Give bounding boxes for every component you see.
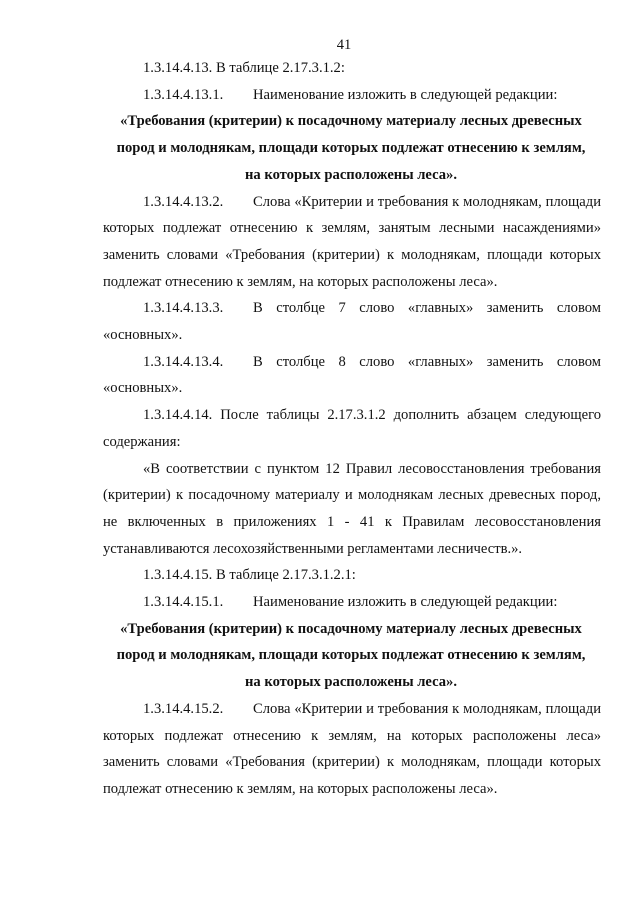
paragraph-1-3-14-4-15-1 [103, 589, 601, 616]
paragraph-1-3-14-4-14 [103, 402, 601, 455]
clause-number: 1.3.14.4.13.4. [143, 353, 224, 370]
clause-number: 1.3.14.4.13.2. [143, 193, 224, 210]
paragraph-1-3-14-4-13-3 [103, 295, 601, 348]
new-title-heading-2 [101, 616, 601, 696]
heading-line: на которых расположены леса». [245, 674, 457, 691]
paragraph-1-3-14-4-15 [103, 562, 601, 589]
paragraph-text: В столбце 7 слово «главных» заменить словом «основных». [103, 300, 601, 344]
paragraph-text: Слова «Критерии и требования к молоднякам, площади которых подлежат отнесению к землям, занятым лесными насаждениями» заменить словами «Требования (критерии) к молоднякам, площади которых подлежат отнесению к землям, на которых расположены леса». [103, 193, 601, 290]
paragraph-text: Наименование изложить в следующей редакции: [253, 86, 558, 103]
clause-number: 1.3.14.4.15.1. [143, 594, 224, 611]
paragraph-text: «В соответствии с пунктом 12 Правил лесовосстановления требования (критерии) к посадочному материалу и молоднякам лесных древесных пород, не включенных в приложениях 1 - 41 к Правилам лесовосстановления устанавливаются лесохозяйственными регламентами лесничеств.». [103, 460, 601, 557]
paragraph-text: Слова «Критерии и требования к молоднякам, площади которых подлежат отнесению к землям, на которых расположены леса» заменить словами «Требования (критерии) к молоднякам, площади которых подлежат отнесению к землям, на которых расположены леса». [103, 700, 601, 797]
heading-line: «Требования (критерии) к посадочному материалу лесных древесных [120, 620, 582, 637]
document-body [103, 55, 601, 803]
paragraph-1-3-14-4-13-1 [103, 82, 601, 109]
paragraph-text: 1.3.14.4.14. После таблицы 2.17.3.1.2 дополнить абзацем следующего содержания: [103, 407, 601, 450]
clause-number: 1.3.14.4.13.1. [143, 86, 224, 103]
paragraph-text: 1.3.14.4.15. В таблице 2.17.3.1.2.1: [143, 567, 356, 584]
paragraph-1-3-14-4-13-2 [103, 189, 601, 296]
inserted-paragraph-quote [103, 456, 601, 563]
paragraph-text: 1.3.14.4.13. В таблице 2.17.3.1.2: [143, 60, 345, 76]
new-title-heading-1 [101, 108, 601, 188]
paragraph-text: Наименование изложить в следующей редакции: [253, 594, 558, 611]
heading-line: «Требования (критерии) к посадочному материалу лесных древесных [120, 113, 582, 130]
paragraph-1-3-14-4-13-4 [103, 349, 601, 402]
heading-line: пород и молоднякам, площади которых подлежат отнесению к землям, [116, 647, 586, 664]
clause-number: 1.3.14.4.15.2. [143, 700, 224, 717]
paragraph-1-3-14-4-15-2 [103, 696, 601, 803]
heading-line: на которых расположены леса». [245, 166, 457, 183]
clause-number: 1.3.14.4.13.3. [143, 300, 224, 317]
page-number: 41 [336, 37, 352, 53]
heading-line: пород и молоднякам, площади которых подлежат отнесению к землям, [116, 140, 586, 157]
paragraph-1-3-14-4-13 [103, 55, 601, 82]
paragraph-text: В столбце 8 слово «главных» заменить словом «основных». [103, 353, 601, 397]
